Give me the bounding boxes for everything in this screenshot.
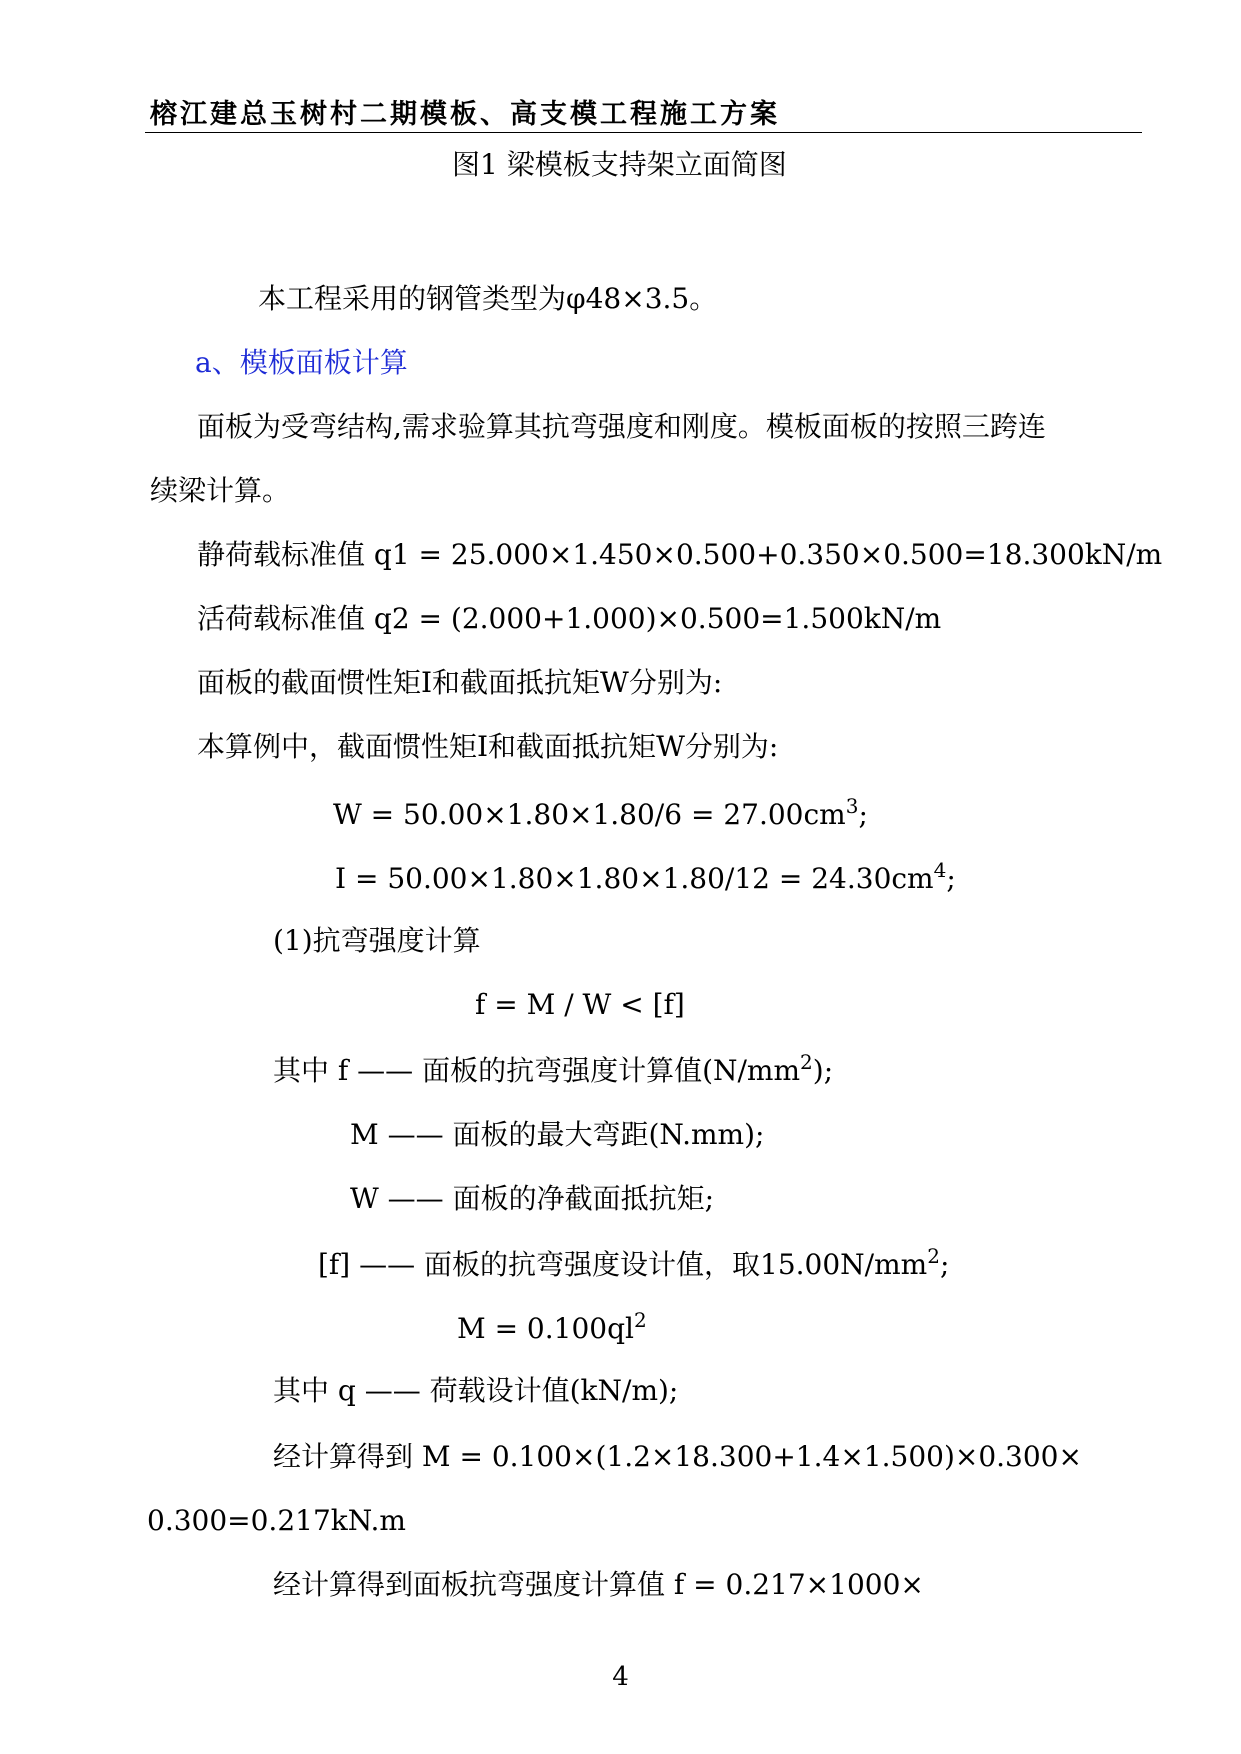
figure-caption: 图1 梁模板支持架立面简图 <box>452 148 787 181</box>
definition-design-f: [f] —— 面板的抗弯强度设计值，取$15.00N/mm^2$; <box>318 1244 950 1281</box>
document-header: 榕江建总玉树村二期模板、高支模工程施工方案 <box>150 99 780 130</box>
moment-formula: $M = 0.100ql^2$ <box>457 1308 647 1345</box>
section-heading-a: a、模板面板计算 <box>195 346 408 379</box>
paragraph-line: 续梁计算。 <box>150 474 291 507</box>
static-load-line: 静荷载标准值 q1 = 25.000×1.450×0.500+0.350×0.500=18.300kN/m <box>197 538 1163 571</box>
section-property-line: 本算例中，截面惯性矩I和截面抵抗矩W分别为: <box>197 730 779 763</box>
strength-formula: f = M / W < [f] <box>475 988 685 1021</box>
i-formula: $I = 50.00\times 1.80\times 1.80\times 1.80/12 = 24.30cm^4$; <box>335 858 956 895</box>
moment-result-line: 0.300=0.217kN.m <box>147 1504 406 1537</box>
moment-result-line: 经计算得到 M = 0.100×(1.2×18.300+1.4×1.500)×0.300× <box>273 1440 1082 1473</box>
page-number: 4 <box>612 1662 629 1692</box>
w-formula: $W = 50.00\times 1.80\times 1.80/6 = 27.00cm^3$; <box>333 794 868 831</box>
live-load-line: 活荷载标准值 q2 = (2.000+1.000)×0.500=1.500kN/m <box>197 602 942 635</box>
paragraph-line: 面板为受弯结构,需求验算其抗弯强度和刚度。模板面板的按照三跨连 <box>197 410 1046 443</box>
definition-m: M —— 面板的最大弯距(N.mm); <box>350 1118 765 1151</box>
header-rule <box>145 132 1142 133</box>
strength-result-line: 经计算得到面板抗弯强度计算值 f = 0.217×1000× <box>273 1568 924 1601</box>
pipe-type-line: 本工程采用的钢管类型为φ48×3.5。 <box>258 282 718 315</box>
bending-strength-heading: (1)抗弯强度计算 <box>273 924 481 957</box>
section-property-line: 面板的截面惯性矩I和截面抵抗矩W分别为: <box>197 666 723 699</box>
definition-f: 其中 f —— 面板的抗弯强度计算值$(N/mm^2)$; <box>273 1050 834 1087</box>
definition-w: W —— 面板的净截面抵抗矩; <box>350 1182 715 1215</box>
definition-q: 其中 q —— 荷载设计值(kN/m); <box>273 1374 679 1407</box>
